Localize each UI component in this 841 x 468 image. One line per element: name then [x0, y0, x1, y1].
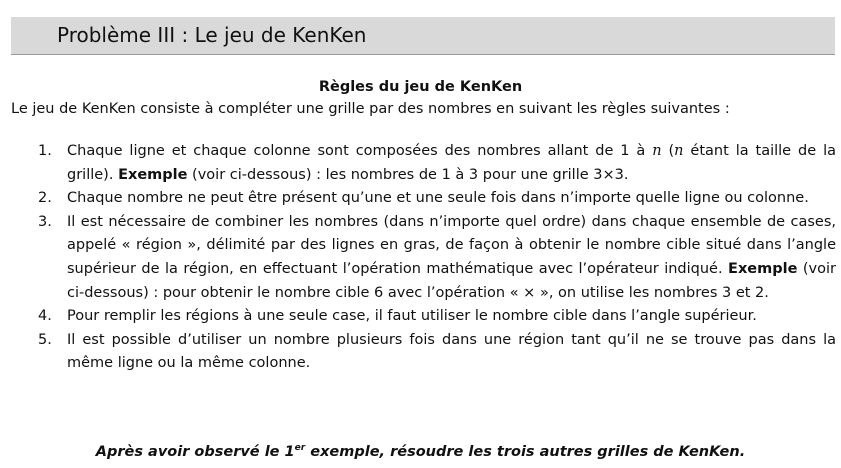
- final-text: Après avoir observé le 1: [95, 444, 295, 460]
- rule-number: 4.: [38, 308, 52, 325]
- rules-list: [38, 140, 836, 376]
- rules-heading: Règles du jeu de KenKen: [318, 79, 523, 95]
- rule-item-4: [38, 305, 836, 329]
- rule-text: Chaque nombre ne peut être présent qu’une et une seule fois dans n’importe quelle ligne ou colonne.: [67, 190, 809, 207]
- rule-text: Pour remplir les régions à une seule case, il faut utiliser le nombre cible dans l’angle supérieur.: [67, 308, 757, 325]
- example-label: Exemple: [118, 166, 188, 183]
- rule-number: 2.: [38, 190, 52, 207]
- rule-item-3: [38, 211, 836, 305]
- rule-text: (voir ci-dessous) : les nombres de 1 à 3 pour une grille 3×3.: [187, 166, 629, 183]
- rule-number: 5.: [38, 331, 52, 348]
- rule-text: Il est possible d’utiliser un nombre plusieurs fois dans une région tant qu’il ne se trouve pas dans la même ligne ou la même colonne.: [67, 331, 836, 372]
- intro-paragraph: Le jeu de KenKen consiste à compléter une grille par des nombres en suivant les règles suivantes :: [11, 101, 730, 117]
- section-title: Problème III : Le jeu de KenKen: [57, 23, 367, 47]
- rule-text: Il est nécessaire de combiner les nombres (dans n’importe quel ordre) dans chaque ensemble de cases, appelé « région », délimité par des lignes en gras, de façon à obtenir le nombre cible situé dans l’angle supérieur de la région, en effectuant l’opération mathématique avec l’opérateur indiqué.: [67, 213, 836, 277]
- section-banner: [11, 17, 835, 55]
- rule-number: 1.: [38, 143, 52, 159]
- math-variable: n: [674, 143, 684, 159]
- rule-item-1: [38, 140, 836, 187]
- ordinal-superscript: er: [294, 443, 306, 453]
- final-instruction: [0, 442, 841, 462]
- rule-item-5: [38, 329, 836, 376]
- final-text: exemple, résoudre les trois autres grilles de KenKen.: [305, 444, 746, 460]
- rule-item-2: [38, 187, 836, 211]
- rule-text: étant la taille de la grille).: [67, 143, 836, 183]
- rule-text: (voir ci-dessous) : pour obtenir le nombre cible 6 avec l’opération « × », on utilise les nombres 3 et 2.: [67, 260, 836, 301]
- rule-text: (: [661, 143, 675, 159]
- math-variable: n: [652, 143, 662, 159]
- example-label: Exemple: [728, 260, 798, 277]
- rule-text: Chaque ligne et chaque colonne sont composées des nombres allant de 1 à: [67, 143, 653, 159]
- rule-number: 3.: [38, 213, 52, 230]
